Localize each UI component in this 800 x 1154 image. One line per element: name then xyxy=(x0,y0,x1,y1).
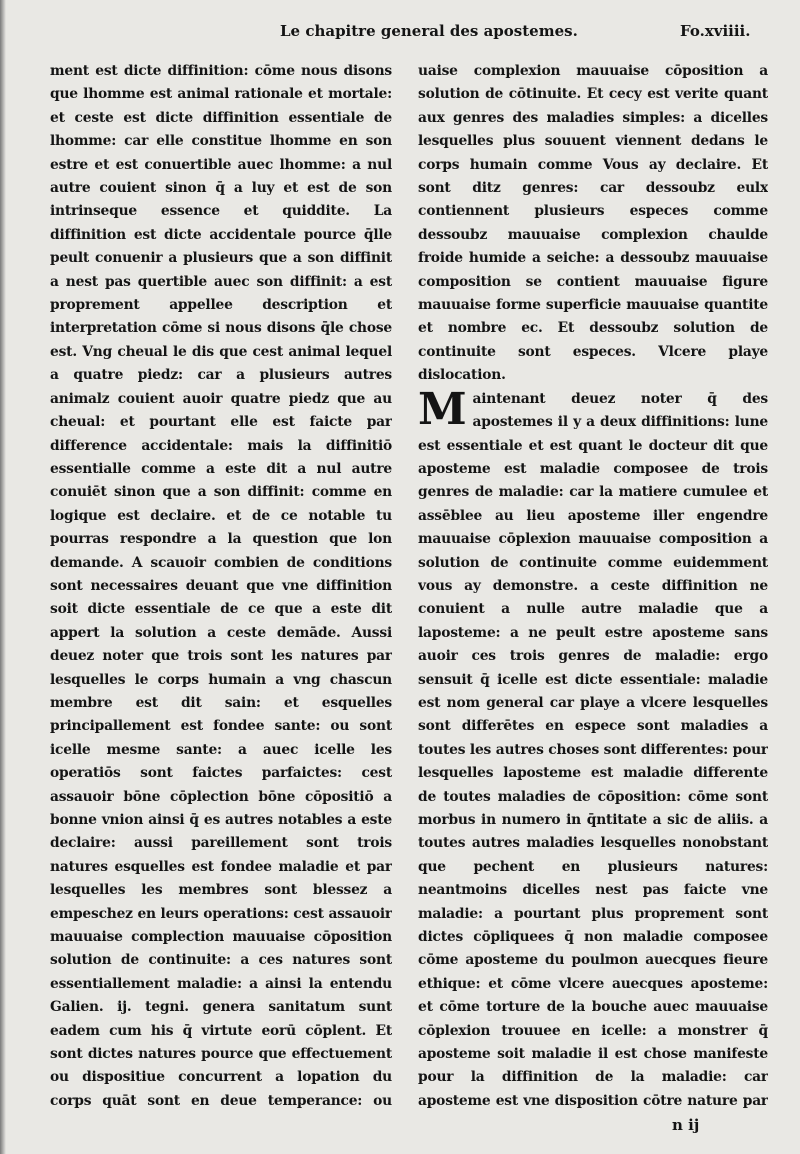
left-text-column xyxy=(50,60,392,1110)
right-column-main-paragraph xyxy=(418,383,768,1110)
right-column-intro-paragraph: uaise complexion mauuaise cōposition a solution de cōtinuite. Et cecy est verite quant aux genres des maladies simples: a dicelles lesquelles plus souuent viennent dedans le corps humain comme Vous ay declaire. Et sont ditz genres: car dessoubz eulx contiennent plusieurs especes comme dessoubz mauuaise complexion chaulde froide humide a seiche: a dessoubz mauuaise composition se contient mauuaise figure mauuaise forme superficie mauuaise quantite et nombre ec. Et dessoubz solution de continuite sont especes. Vlcere playe dislocation. xyxy=(418,63,768,384)
left-column-paragraph: ment est dicte diffinition: cōme nous disons que lhomme est animal rationale et mortale: et ceste est dicte diffinition essentiale de lhomme: car elle constitue lhomme en son estre et est conuertible auec lhomme: a nul autre couient sinon q̄ a luy et est de son intrinseque essence et quiddite. La diffinition est dicte accidentale pource q̄lle peult conuenir a plusieurs que a son diffinit a nest pas quertible auec son diffinit: a est proprement appellee description et interpretation cōme si nous disons q̄le chose est. Vng cheual le dis que cest animal lequel a quatre piedz: car a plusieurs autres animalz couient auoir quatre piedz que au cheual: et pourtant elle est faicte par difference accidentale: mais la diffinitiō essentialle comme a este dit a nul autre conuiēt sinon que a son diffinit: comme en logique est declaire. et de ce notable tu pourras respondre a la question que lon demande. A scauoir combien de conditions sont necessaires deuant que vne diffinition soit dicte essentiale de ce que a este dit appert la solution a ceste demāde. Aussi deuez noter que trois sont les natures par lesquelles le corps humain a vng chascun membre est dit sain: et esquelles principallement est fondee sante: ou sont icelle mesme sante: a auec icelle les operatiōs sont faictes parfaictes: cest assauoir bōne cōplection bōne cōpositiō a bonne vnion ainsi q̄ es autres notables a este declaire: aussi pareillement sont trois natures esquelles est fondee maladie et par lesquelles les membres sont blessez a empeschez en leurs operations: cest assauoir mauuaise complection mauuaise cōposition solution de continuite: a ces natures sont essentiallement maladie: a ainsi la entendu Galien. ij. tegni. genera sanitatum sunt eadem cum his q̄ virtute eorū cōplent. Et sont dictes natures pource que effectuement ou dispositiue concurrent a lopation du corps quāt sont en deue temperance: ou xyxy=(50,63,392,1109)
folio-number: Fo.xviiii. xyxy=(680,22,751,40)
right-text-column xyxy=(418,60,768,1110)
signature-mark: n ij xyxy=(672,1116,700,1134)
drop-cap-initial: M xyxy=(418,383,467,435)
right-column-main-text: aintenant deuez noter q̄ des apostemes il y a deux diffinitions: lune est essentiale et est quant le docteur dit que aposteme est maladie composee de trois genres de maladie: car la matiere cumulee et assēblee au lieu aposteme iller engendre mauuaise cōplexion mauuaise composition a solution de continuite comme euidemment vous ay demonstre. a ceste diffinition ne conuient a nulle autre maladie que a laposteme: a ne peult estre aposteme sans auoir ces trois genres de maladie: ergo sensuit q̄ icelle est dicte essentiale: maladie est nom general car playe a vlcere lesquelles sont differētes en espece sont maladies a toutes les autres choses sont differentes: pour lesquelles laposteme est maladie differente de toutes maladies de cōposition: cōme sont morbus in numero in q̄ntitate a sic de aliis. a toutes autres maladies lesquelles nonobstant que pechent en plusieurs natures: neantmoins dicelles nest pas faicte vne maladie: a pourtant plus proprement sont dictes cōpliquees q̄ non maladie composee cōme aposteme du poulmon auecques fieure ethique: et cōme vlcere auecques aposteme: et cōme torture de la bouche auec mauuaise cōplexion trouuee en icelle: a monstrer q̄ aposteme soit maladie il est chose manifeste pour la diffinition de la maladie: car aposteme est vne disposition cōtre nature par xyxy=(418,390,768,1109)
running-title: Le chapitre general des apostemes. xyxy=(280,22,578,40)
